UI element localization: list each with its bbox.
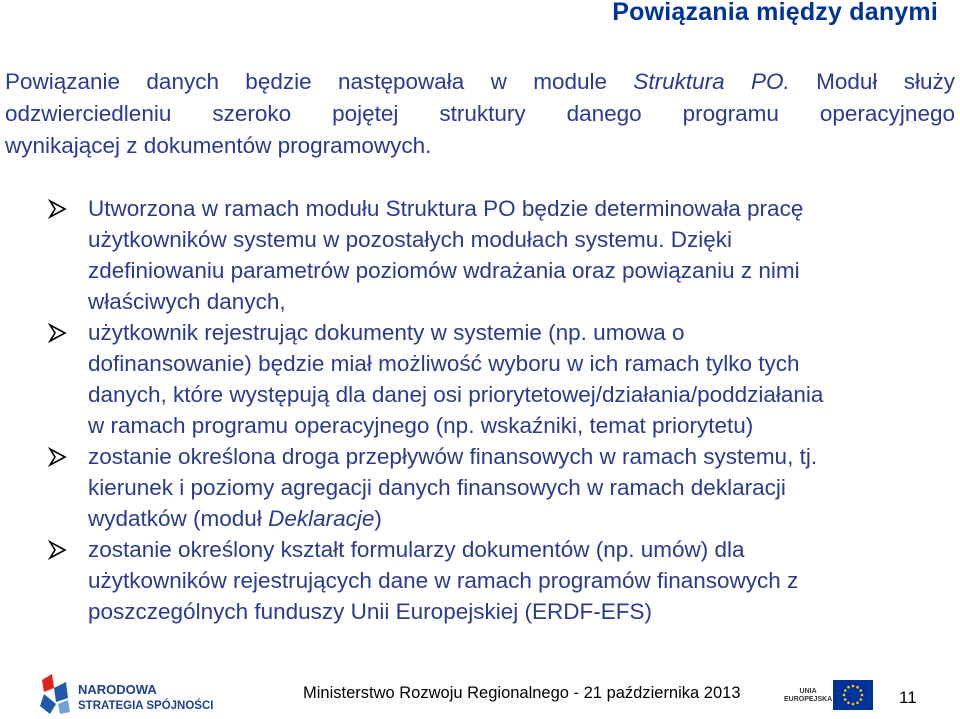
bullet-line: właściwych danych, xyxy=(88,289,286,314)
bullet-line: kierunek i poziomy agregacji danych finansowych w ramach deklaracji xyxy=(88,475,786,500)
intro-emphasis: Struktura PO. xyxy=(633,69,790,94)
bullet-text: wydatków (moduł xyxy=(88,506,269,531)
intro-text: Powiązanie danych będzie następowała w module xyxy=(5,69,634,94)
eu-flag-icon xyxy=(833,680,873,710)
bullet-line xyxy=(88,503,908,534)
eu-star xyxy=(856,701,859,704)
bullet-line: dofinansowanie) będzie miał możliwość wyboru w ich ramach tylko tych xyxy=(88,351,800,376)
bullet-list xyxy=(48,193,908,627)
bullet-line: zostanie określony kształt formularzy dokumentów (np. umów) dla xyxy=(88,537,745,562)
logo-line-2: STRATEGIA SPÓJNOŚCI xyxy=(78,700,214,712)
eu-label-line: EUROPEJSKA xyxy=(784,696,833,703)
slide-title: Powiązania między danymi xyxy=(612,0,938,26)
logo-line-1: NARODOWA xyxy=(78,682,157,697)
arrow-bullet-icon xyxy=(48,199,68,219)
eu-star xyxy=(847,686,850,689)
eu-star xyxy=(861,694,864,697)
eu-star xyxy=(843,694,846,697)
bullet-line: użytkownik rejestrując dokumenty w systemie (np. umowa o xyxy=(88,320,685,345)
eu-star xyxy=(852,703,855,706)
eu-star xyxy=(844,698,847,701)
nss-logo xyxy=(38,672,238,716)
eu-star xyxy=(859,689,862,692)
bullet-item xyxy=(48,441,908,534)
bullet-line: Utworzona w ramach modułu Struktura PO będzie determinowała pracę xyxy=(88,196,804,221)
arrow-bullet-icon xyxy=(48,540,68,560)
intro-line-1 xyxy=(5,66,955,98)
intro-paragraph xyxy=(5,66,955,162)
bullet-item xyxy=(48,317,908,441)
intro-line-3: wynikającej z dokumentów programowych. xyxy=(5,133,432,158)
intro-line-2: odzwierciedleniu szeroko pojętej struktury danego programu operacyjnego xyxy=(5,101,955,126)
eu-star xyxy=(847,701,850,704)
arrow-bullet-icon xyxy=(48,447,68,467)
bullet-line: zostanie określona droga przepływów finansowych w ramach systemu, tj. xyxy=(88,444,818,469)
eu-star xyxy=(859,698,862,701)
bullet-item xyxy=(48,534,908,627)
arrow-bullet-icon xyxy=(48,323,68,343)
bullet-line: poszczególnych funduszy Unii Europejskiej (ERDF-EFS) xyxy=(88,599,652,624)
eu-star xyxy=(844,689,847,692)
bullet-line: użytkowników rejestrujących dane w ramach programów finansowych z xyxy=(88,568,799,593)
footer-ministry-date: Ministerstwo Rozwoju Regionalnego - 21 października 2013 xyxy=(303,684,741,702)
bullet-line: użytkowników systemu w pozostałych modułach systemu. Dzięki xyxy=(88,227,732,252)
bullet-line: zdefiniowaniu parametrów poziomów wdrażania oraz powiązaniu z nimi xyxy=(88,258,800,283)
eu-label xyxy=(784,688,832,704)
eu-star xyxy=(856,686,859,689)
bullet-line: w ramach programu operacyjnego (np. wskaźniki, temat priorytetu) xyxy=(88,413,754,438)
bullet-line: danych, które występują dla danej osi priorytetowej/działania/poddziałania xyxy=(88,382,824,407)
eu-label-line: UNIA xyxy=(799,688,817,695)
eu-star xyxy=(852,685,855,688)
intro-text: Moduł służy xyxy=(789,69,955,94)
bullet-emphasis: Deklaracje xyxy=(268,506,375,531)
bullet-item xyxy=(48,193,908,317)
bullet-text: ) xyxy=(374,506,382,531)
page-number: 11 xyxy=(899,688,917,707)
